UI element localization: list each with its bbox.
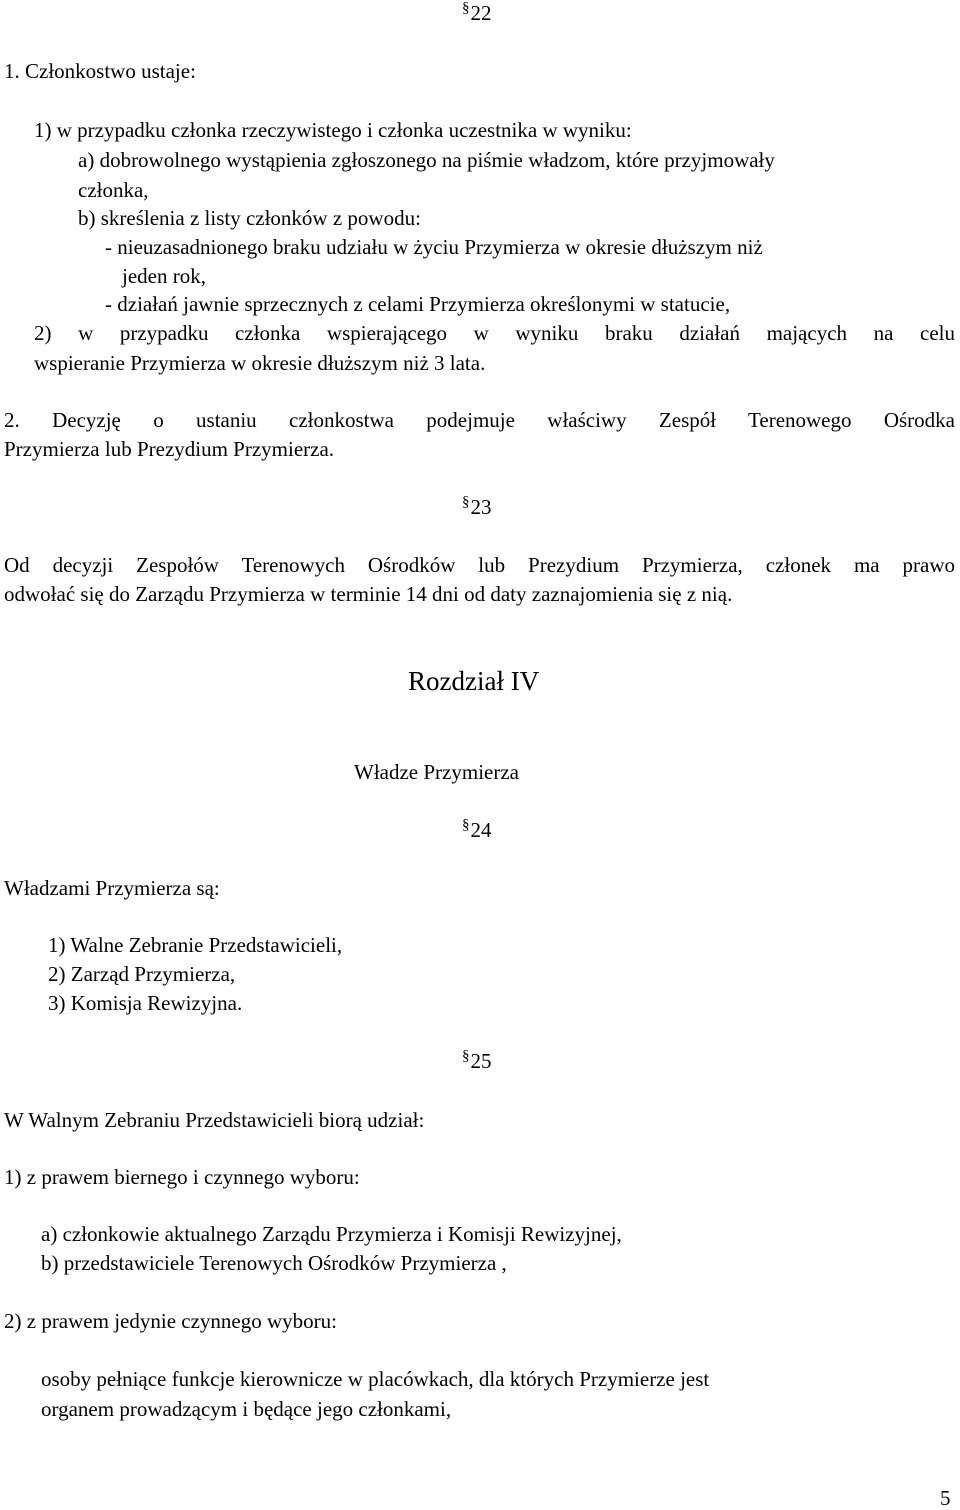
point-1a-line-1: a) dobrowolnego wystąpienia zgłoszonego na piśmie władzom, które przyjmowały [78,148,775,172]
section-number: 23 [470,495,492,519]
section-23-heading [462,494,492,519]
section-25-point-2-text-line-1: osoby pełniące funkcje kierownicze w placówkach, dla których Przymierze jest [41,1367,710,1391]
section-25-heading [462,1048,492,1073]
section-22-heading [462,0,492,25]
section-23-text-line-1: Od decyzji Zespołów Terenowych Ośrodków lub Prezydium Przymierza, członek ma prawo [4,553,955,577]
section-25-point-2: 2) z prawem jedynie czynnego wyboru: [4,1309,337,1333]
point-2-line-1: 2) w przypadku członka wspierającego w wyniku braku działań mających na celu [34,321,955,345]
point-1b: b) skreślenia z listy członków z powodu: [78,206,421,230]
section-sign: § [462,1048,470,1064]
list-item: 2) Zarząd Przymierza, [48,962,236,986]
list-item: 1) Walne Zebranie Przedstawicieli, [48,933,343,957]
section-number: 24 [470,818,492,842]
point-2-line-2: wspieranie Przymierza w okresie dłuższym niż 3 lata. [34,351,486,375]
section-25-intro: W Walnym Zebraniu Przedstawicieli biorą udział: [4,1108,425,1132]
dash-1-line-1: - nieuzasadnionego braku udziału w życiu Przymierza w okresie dłuższym niż [105,235,763,259]
chapter-title: Rozdział IV [408,666,540,696]
section-23-text-line-2: odwołać się do Zarządu Przymierza w terminie 14 dni od daty zaznajomienia się z nią. [4,582,733,606]
page-number: 5 [940,1486,951,1510]
section-number: 22 [470,1,492,25]
dash-2: - działań jawnie sprzecznych z celami Przymierza określonymi w statucie, [105,292,731,316]
section-25-point-1a: a) członkowie aktualnego Zarządu Przymierza i Komisji Rewizyjnej, [41,1222,622,1246]
chapter-subtitle: Władze Przymierza [354,760,519,784]
point-1a-line-2: członka, [78,178,149,202]
point-1: 1) w przypadku członka rzeczywistego i członka uczestnika w wyniku: [34,118,632,142]
section-number: 25 [470,1049,492,1073]
section-sign: § [462,0,470,16]
section-24-heading [462,817,492,842]
section-25-point-1: 1) z prawem biernego i czynnego wyboru: [4,1165,360,1189]
item-2-line-2: Przymierza lub Prezydium Przymierza. [4,437,335,461]
dash-1-line-2: jeden rok, [122,264,206,288]
section-sign: § [462,817,470,833]
section-25-point-1b: b) przedstawiciele Terenowych Ośrodków Przymierza , [41,1251,507,1275]
section-24-intro: Władzami Przymierza są: [4,876,220,900]
list-item: 3) Komisja Rewizyjna. [48,991,243,1015]
item-2-line-1: 2. Decyzję o ustaniu członkostwa podejmuje właściwy Zespół Terenowego Ośrodka [4,408,955,432]
section-25-point-2-text-line-2: organem prowadzącym i będące jego członkami, [41,1397,452,1421]
item-1-heading: 1. Członkostwo ustaje: [4,59,196,83]
section-sign: § [462,494,470,510]
